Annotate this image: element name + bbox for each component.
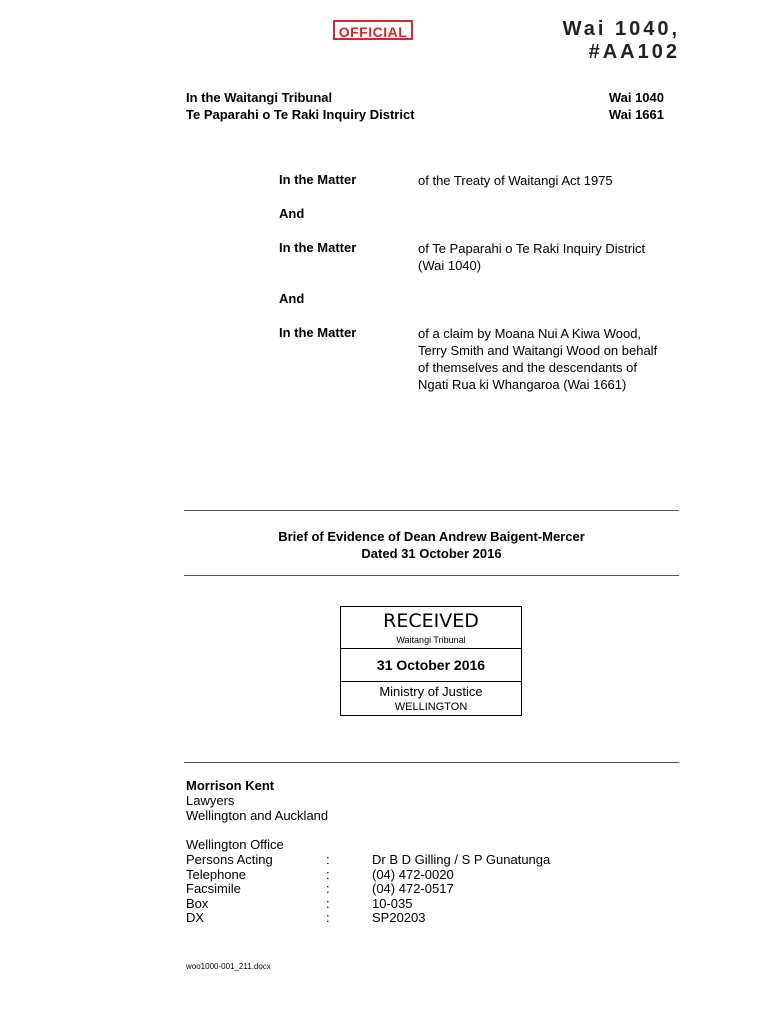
contact-row <box>186 852 606 867</box>
wai-ref-1: Wai 1040 <box>608 90 664 105</box>
court-name: In the Waitangi Tribunal <box>186 90 333 105</box>
contact-separator: : <box>326 867 330 882</box>
received-date: 31 October 2016 <box>376 657 486 673</box>
contact-separator: : <box>326 910 330 925</box>
contact-separator: : <box>326 881 330 896</box>
received-stamp <box>340 606 522 716</box>
and-label: And <box>279 291 305 306</box>
contact-value: (04) 472-0517 <box>372 881 454 896</box>
wai-ref-2: Wai 1661 <box>608 107 664 122</box>
contact-value: 10-035 <box>372 896 413 911</box>
contact-value: SP20203 <box>372 910 426 925</box>
official-stamp: OFFICIAL <box>333 20 413 40</box>
brief-title: Brief of Evidence of Dean Andrew Baigent-Mercer <box>278 529 585 544</box>
contact-value: Dr B D Gilling / S P Gunatunga <box>372 852 551 867</box>
matter-text: of Te Paparahi o Te Raki Inquiry District (Wai 1040) <box>418 241 646 273</box>
contact-row <box>186 867 606 882</box>
stamp-divider <box>341 681 521 682</box>
firm-type: Lawyers <box>186 793 235 808</box>
contact-row <box>186 881 606 896</box>
matter-label: In the Matter <box>279 240 357 255</box>
contact-label: DX <box>186 910 205 925</box>
firm-locations: Wellington and Auckland <box>186 808 329 823</box>
contact-row <box>186 896 606 911</box>
matter-text: of the Treaty of Waitangi Act 1975 <box>418 173 613 188</box>
divider <box>184 762 679 763</box>
matter-text: of a claim by Moana Nui A Kiwa Wood, Terry Smith and Waitangi Wood on behalf of themselves and the descendants of Ngati Rua ki Whangaroa (Wai 1661) <box>418 326 658 392</box>
divider <box>184 575 679 576</box>
firm-name: Morrison Kent <box>186 778 275 793</box>
file-name: woo1000-001_211.docx <box>186 962 271 971</box>
stamp-divider <box>341 648 521 649</box>
contact-value: (04) 472-0020 <box>372 867 454 882</box>
ministry-city: WELLINGTON <box>394 701 468 713</box>
matter-label: In the Matter <box>279 172 357 187</box>
and-label: And <box>279 206 305 221</box>
contact-label: Facsimile <box>186 881 241 896</box>
contact-separator: : <box>326 896 330 911</box>
contact-label: Telephone <box>186 867 246 882</box>
ministry-name: Ministry of Justice <box>379 684 483 699</box>
document-id: Wai 1040, #AA102 <box>562 18 680 63</box>
contact-label: Persons Acting <box>186 852 273 867</box>
matter-label: In the Matter <box>279 325 357 340</box>
received-subheading: Waitangi Tribunal <box>396 635 466 645</box>
received-heading: RECEIVED <box>383 610 479 632</box>
contact-row <box>186 910 606 925</box>
brief-date: Dated 31 October 2016 <box>361 546 502 561</box>
contact-separator: : <box>326 852 330 867</box>
inquiry-district: Te Paparahi o Te Raki Inquiry District <box>186 107 415 122</box>
contact-label: Box <box>186 896 209 911</box>
divider <box>184 510 679 511</box>
office-name: Wellington Office <box>186 837 284 852</box>
